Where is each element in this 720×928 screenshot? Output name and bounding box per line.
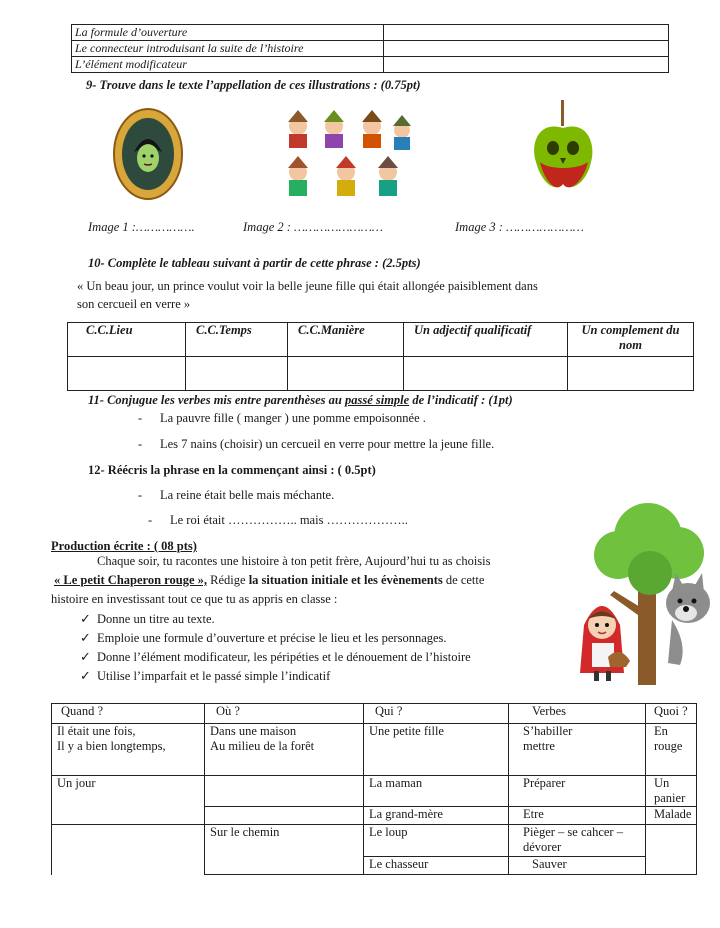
answer-cell[interactable]: [568, 357, 694, 391]
cell-verbe-5: Sauver: [509, 857, 646, 875]
cell-ou-3: [205, 807, 364, 825]
question-12-line-2: Le roi était …………….. mais ………………..: [170, 513, 408, 527]
cell-verbe-4: [509, 825, 646, 857]
question-9-title: 9- Trouve dans le texte l’appellation de ces illustrations : (0.75pt): [86, 78, 421, 92]
checklist-item: Utilise l’imparfait et le passé simple l’indicatif: [97, 669, 331, 683]
top-table-answer[interactable]: [384, 41, 669, 57]
answer-cell[interactable]: [186, 357, 288, 391]
cell-verbe-1: [509, 724, 646, 776]
cell-qui-4: Le loup: [364, 825, 509, 857]
dash: -: [138, 488, 143, 502]
question-11-title-start: 11- Conjugue les verbes mis entre parenthèses au: [88, 393, 345, 407]
question-11-item-2: Les 7 nains (choisir) un cercueil en verre pour mettre la jeune fille.: [160, 437, 495, 451]
cell-quoi-2: Un panier: [646, 776, 697, 807]
production-line-2: [54, 573, 484, 588]
cell-qui-2: La maman: [364, 776, 509, 807]
cell-qui-1: Une petite fille: [364, 724, 509, 776]
cell-text: Il était une fois,: [57, 724, 136, 738]
production-line-2-end: de cette: [442, 573, 485, 587]
check-icon: ✓: [80, 649, 91, 664]
production-title: Production écrite : ( 08 pts): [51, 539, 197, 553]
top-table-cell: Le connecteur introduisant la suite de l’histoire: [72, 41, 384, 57]
top-table-cell: L’élément modificateur: [72, 57, 384, 73]
question-10-sentence-line1: « Un beau jour, un prince voulut voir la belle jeune fille qui était allongée paisiblement dans: [77, 279, 538, 293]
question-11-title-end: de l’indicatif : (1pt): [409, 393, 513, 407]
cell-text: Il y a bien longtemps,: [57, 739, 166, 753]
question-12-line-1: La reine était belle mais méchante.: [160, 488, 335, 502]
header-cc-maniere: C.C.Manière: [288, 323, 404, 357]
cell-quoi-4: [646, 825, 697, 875]
cell-text: Pièger – se cahcer –: [523, 825, 623, 839]
poisoned-apple-image: [528, 100, 598, 200]
production-line-3: histoire en investissant tout ce que tu as appris en classe :: [51, 592, 338, 606]
answer-cell[interactable]: [68, 357, 186, 391]
question-10-title: 10- Complète le tableau suivant à partir de cette phrase : (2.5pts): [88, 256, 421, 270]
header-quand: Quand ?: [52, 704, 205, 724]
cell-verbe-3: Etre: [509, 807, 646, 825]
dash: -: [148, 513, 153, 527]
production-line-2-mid: Rédige: [207, 573, 249, 587]
header-ou: Où ?: [205, 704, 364, 724]
image-1-caption: Image 1 :…………….: [88, 220, 195, 234]
header-cc-lieu: C.C.Lieu: [68, 323, 186, 357]
seven-dwarfs-image: [276, 110, 414, 210]
image-2-caption: Image 2 : ……………………: [243, 220, 383, 234]
question-11-title-underlined: passé simple: [344, 393, 410, 407]
cell-text: Au milieu de la forêt: [210, 739, 315, 753]
question-10-sentence-line2: son cercueil en verre »: [77, 297, 191, 311]
cell-ou-2: [205, 776, 364, 807]
magic-mirror-image: [112, 106, 184, 202]
story-table: [51, 703, 697, 875]
dash: -: [138, 411, 143, 425]
header-cc-temps: C.C.Temps: [186, 323, 288, 357]
header-quoi: Quoi ?: [646, 704, 697, 724]
cell-verbe-2: Préparer: [509, 776, 646, 807]
question-11-title: [88, 393, 513, 408]
cell-quoi-3: Malade: [646, 807, 697, 825]
answer-cell[interactable]: [404, 357, 568, 391]
cell-text: dévorer: [523, 840, 562, 854]
checklist-item: Donne l’élément modificateur, les péripéties et le dénouement de l’histoire: [97, 650, 471, 664]
cell-quand-1: [52, 724, 205, 776]
red-riding-hood-illustration: [580, 495, 720, 690]
production-line-1: Chaque soir, tu racontes une histoire à ton petit frère, Aujourd’hui tu as choisis: [97, 554, 491, 568]
checklist-item: Donne un titre au texte.: [97, 612, 215, 626]
check-icon: ✓: [80, 630, 91, 645]
complement-table: [67, 322, 694, 391]
top-table-answer[interactable]: [384, 57, 669, 73]
header-complement-nom: Un complement du nom: [568, 323, 694, 357]
dash: -: [138, 437, 143, 451]
check-icon: ✓: [80, 611, 91, 626]
cell-ou-4: Sur le chemin: [205, 825, 364, 875]
question-12-title: 12- Réécris la phrase en la commençant ainsi : ( 0.5pt): [88, 463, 376, 477]
image-3-caption: Image 3 : …………………: [455, 220, 584, 234]
checklist-item: Emploie une formule d’ouverture et précise le lieu et les personnages.: [97, 631, 447, 645]
top-table-cell: La formule d’ouverture: [72, 25, 384, 41]
cell-ou-1: [205, 724, 364, 776]
cell-text: Dans une maison: [210, 724, 297, 738]
cell-text: S’habiller: [523, 724, 573, 738]
cell-quand-2: Un jour: [52, 776, 205, 825]
top-table: [71, 24, 669, 73]
cell-qui-3: La grand-mère: [364, 807, 509, 825]
cell-text: mettre: [523, 739, 555, 753]
top-table-answer[interactable]: [384, 25, 669, 41]
production-line-2-bold: la situation initiale et les évènements: [248, 573, 443, 587]
cell-qui-5: Le chasseur: [364, 857, 509, 875]
answer-cell[interactable]: [288, 357, 404, 391]
question-11-item-1: La pauvre fille ( manger ) une pomme empoisonnée .: [160, 411, 426, 425]
story-title: « Le petit Chaperon rouge »,: [54, 573, 208, 587]
check-icon: ✓: [80, 668, 91, 683]
header-qui: Qui ?: [364, 704, 509, 724]
cell-quand-4: [52, 825, 205, 875]
cell-quoi-1: En rouge: [646, 724, 697, 776]
header-adjectif: Un adjectif qualificatif: [404, 323, 568, 357]
header-verbes: Verbes: [509, 704, 646, 724]
